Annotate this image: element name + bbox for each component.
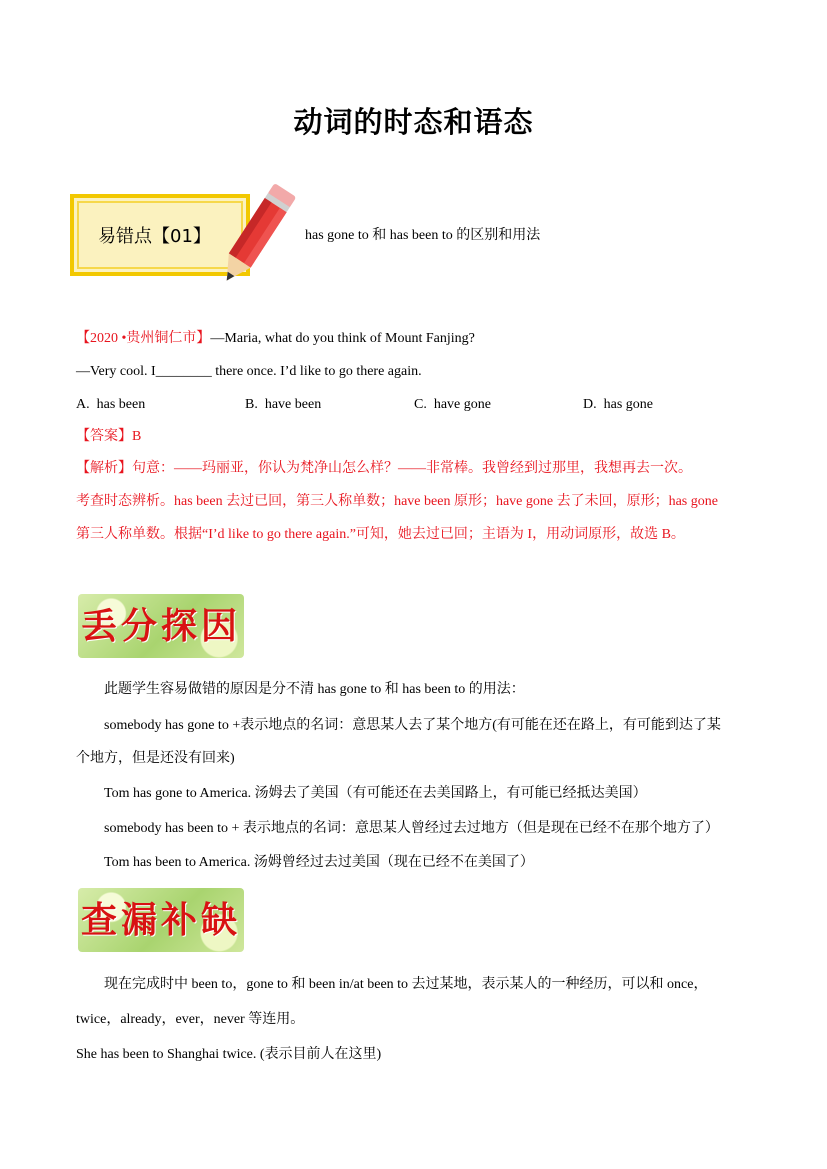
badge-label: 易错点【01】 <box>98 226 211 247</box>
question-text-1: —Maria, what do you think of Mount Fanjing? <box>210 331 475 346</box>
analysis-line-2: 考查时态辨析。has been 去过已回，第三人称单数；have been 原形；have gone 去了未回，原形；has gone <box>76 494 718 509</box>
reason-paragraph-2a: somebody has gone to +表示地点的名词：意思某人去了某个地方(有可能在还在路上，有可能到达了某 <box>104 718 721 733</box>
review-paragraph-1a: 现在完成时中 been to，gone to 和 been in/at been to 去过某地，表示某人的一种经历，可以和 once， <box>104 977 708 992</box>
review-paragraph-2: She has been to Shanghai twice. (表示目前人在这里) <box>76 1047 382 1062</box>
option-text: have been <box>264 397 322 412</box>
reason-paragraph-2b: 个地方，但是还没有回来) <box>76 751 235 766</box>
review-paragraph-1b: twice，already，ever，never 等连用。 <box>76 1012 305 1027</box>
option-letter: B. <box>245 397 258 412</box>
reason-paragraph-5: Tom has been to America. 汤姆曾经过去过美国（现在已经不在美国了） <box>104 855 534 870</box>
option-text: has been <box>96 397 146 412</box>
banner-text: 丢分探因 <box>80 605 241 647</box>
option-letter: C. <box>414 397 427 412</box>
page-title: 动词的时态和语态 <box>293 105 534 139</box>
badge-topic: has gone to 和 has been to 的区别和用法 <box>305 228 541 243</box>
analysis-line-3: 第三人称单数。根据“I’d like to go there again.”可知，她去过已回；主语为 I，用动词原形，故选 B。 <box>76 527 685 542</box>
option-c <box>414 395 491 415</box>
option-letter: D. <box>583 397 597 412</box>
error-point-badge <box>70 179 300 295</box>
question-line-2: —Very cool. I________ there once. I’d like to go there again. <box>76 364 422 379</box>
option-a <box>76 395 145 415</box>
option-d <box>583 395 653 415</box>
reason-paragraph-1: 此题学生容易做错的原因是分不清 has gone to 和 has been to 的用法： <box>104 682 525 697</box>
option-text: has gone <box>603 397 654 412</box>
analysis-line-1: 【解析】句意：——玛丽亚，你认为梵净山怎么样？——非常棒。我曾经到过那里，我想再去一次。 <box>76 461 692 476</box>
section-banner-reason <box>78 594 244 658</box>
question-line-1 <box>76 329 475 349</box>
question-source: 【2020 •贵州铜仁市】 <box>76 331 211 346</box>
option-text: have gone <box>433 397 491 412</box>
banner-text: 查漏补缺 <box>80 899 241 941</box>
option-letter: A. <box>76 397 90 412</box>
option-b <box>245 395 321 415</box>
pencil-icon <box>210 179 300 295</box>
reason-paragraph-3: Tom has gone to America. 汤姆去了美国（有可能还在去美国路上，有可能已经抵达美国） <box>104 786 647 801</box>
reason-paragraph-4: somebody has been to + 表示地点的名词：意思某人曾经过去过地方（但是现在已经不在那个地方了） <box>104 821 719 836</box>
answer: 【答案】B <box>76 429 142 444</box>
section-banner-review <box>78 888 244 952</box>
